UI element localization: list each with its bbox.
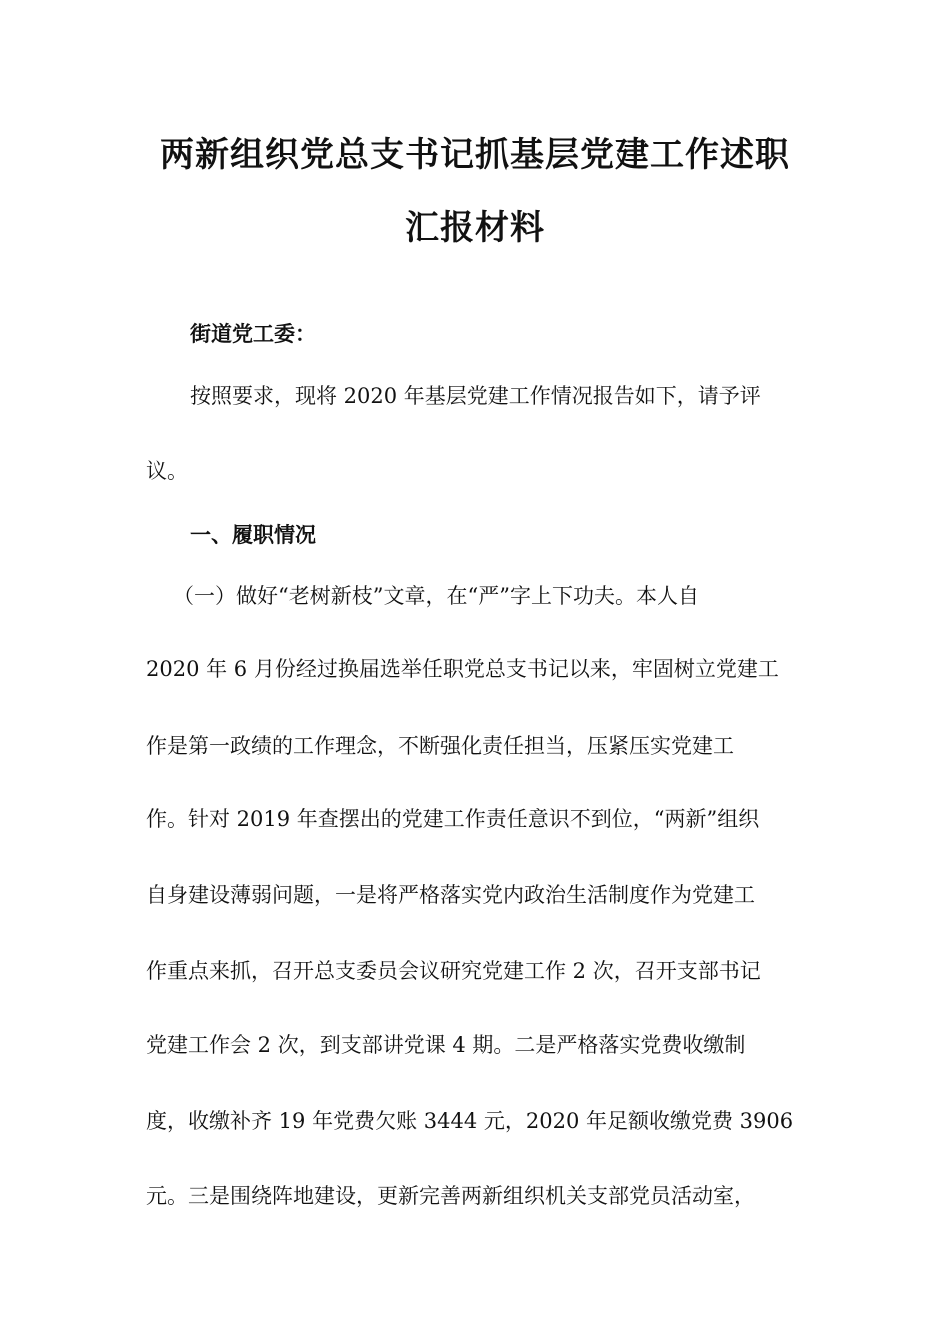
body-line: 元。三是围绕阵地建设，更新完善两新组织机关支部党员活动室， xyxy=(146,1184,755,1208)
intro-paragraph-line-2: 议。 xyxy=(146,459,188,483)
body-line: （一）做好“老树新枝”文章，在“严”字上下功夫。本人自 xyxy=(173,584,699,608)
document-title-line-1: 两新组织党总支书记抓基层党建工作述职 xyxy=(160,135,790,175)
body-line: 度，收缴补齐 19 年党费欠账 3444 元，2020 年足额收缴党费 3906 xyxy=(146,1109,794,1133)
body-line: 自身建设薄弱问题，一是将严格落实党内政治生活制度作为党建工 xyxy=(146,883,755,907)
body-line: 作是第一政绩的工作理念，不断强化责任担当，压紧压实党建工 xyxy=(146,734,734,758)
intro-paragraph-line-1: 按照要求，现将 2020 年基层党建工作情况报告如下，请予评 xyxy=(190,384,761,408)
document-title-line-2: 汇报材料 xyxy=(405,208,545,248)
section-heading-performance: 一、履职情况 xyxy=(190,523,316,547)
body-line: 作。针对 2019 年查摆出的党建工作责任意识不到位，“两新”组织 xyxy=(146,807,760,831)
salutation: 街道党工委： xyxy=(190,322,316,346)
body-line: 党建工作会 2 次，到支部讲党课 4 期。二是严格落实党费收缴制 xyxy=(146,1033,746,1057)
body-line: 2020 年 6 月份经过换届选举任职党总支书记以来，牢固树立党建工 xyxy=(146,657,779,681)
body-line: 作重点来抓，召开总支委员会议研究党建工作 2 次，召开支部书记 xyxy=(146,959,761,983)
